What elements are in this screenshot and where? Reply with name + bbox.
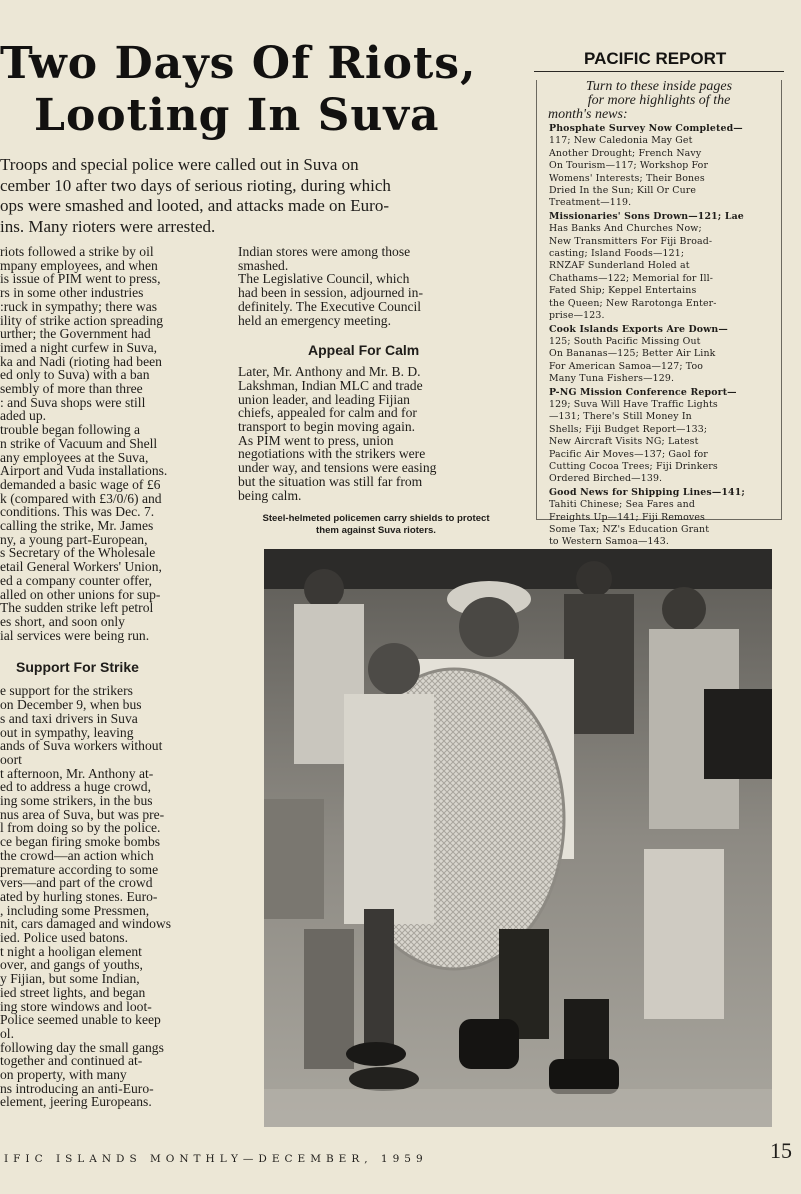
text-line: on December 9, when bus — [0, 697, 142, 713]
subhead-support-for-strike: Support For Strike — [16, 659, 139, 676]
text-line: Indian stores were among those — [238, 244, 411, 259]
report-item — [549, 487, 769, 549]
text-line: New Aircraft Visits NG; Latest — [549, 436, 699, 448]
text-line: es short, and soon only — [0, 613, 125, 629]
report-item-heading: Cook Islands Exports Are Down— — [549, 323, 728, 335]
text-line: nit, cars damaged and windows — [0, 916, 172, 932]
text-line: ied street lights, and began — [0, 984, 146, 1000]
text-line: ial services were being run. — [0, 627, 150, 643]
article-column-2 — [238, 245, 510, 502]
text-line: New Transmitters For Fiji Broad- — [549, 235, 713, 247]
page-number: 15 — [770, 1138, 792, 1163]
pacific-report-intro — [548, 80, 770, 123]
text-line: s and taxi drivers in Suva — [0, 710, 138, 726]
text-line: RNZAF Sunderland Holed at — [549, 260, 690, 272]
text-line: The sudden strike left petrol — [0, 600, 154, 616]
text-line: 129; Suva Will Have Traffic Lights — [549, 398, 718, 410]
text-line: held an emergency meeting. — [238, 312, 391, 328]
text-line: for more highlights of the — [587, 93, 731, 109]
text-line: ed only to Suva) with a ban — [0, 367, 150, 383]
text-line: element, jeering Europeans. — [0, 1094, 152, 1110]
text-line: ing store windows and loot- — [0, 998, 152, 1014]
text-line: premature according to some — [0, 861, 159, 877]
text-line: is issue of PIM went to press, — [0, 271, 161, 287]
text-line: Womens' Interests; Their Bones — [549, 172, 705, 184]
text-line: urther; the Government had — [0, 326, 151, 342]
text-line: over, and gangs of youths, — [0, 957, 143, 973]
text-line: l from doing so by the police. — [0, 820, 161, 836]
text-line: k (compared with £3/0/6) and — [0, 490, 162, 506]
text-line: : and Suva shops were still — [0, 394, 146, 410]
text-line: had been in session, adjourned in- — [238, 285, 423, 301]
text-line: transport to begin moving again. — [238, 419, 416, 435]
text-line: :ruck in sympathy; there was — [0, 298, 158, 314]
text-line: Dried In the Sun; Kill Or Cure — [549, 185, 697, 197]
report-item — [549, 123, 769, 210]
col1-para-1 — [0, 245, 225, 423]
text-line: under way, and tensions were easing — [238, 460, 437, 476]
caption-line: them against Suva rioters. — [316, 524, 436, 536]
text-line: calling the strike, Mr. James — [0, 518, 154, 534]
text-line: aded up. — [0, 408, 47, 424]
text-line: being calm. — [238, 487, 302, 503]
headline — [0, 38, 520, 142]
text-line: conditions. This was Dec. 7. — [0, 504, 155, 520]
text-line: ny, a young part-European, — [0, 531, 148, 547]
report-item — [549, 211, 769, 323]
text-line: Later, Mr. Anthony and Mr. B. D. — [238, 364, 421, 380]
text-line: ol. — [0, 1025, 14, 1041]
report-item-heading: Good News for Shipping Lines—141; — [549, 486, 745, 498]
intro-line: Troops and special police were called out in Suva on — [0, 155, 359, 174]
report-item — [549, 387, 769, 486]
text-line: on property, with many — [0, 1067, 127, 1083]
text-line: Police seemed unable to keep — [0, 1012, 161, 1028]
text-line: s Secretary of the Wholesale — [0, 545, 156, 561]
text-line: casting; Island Foods—121; — [549, 248, 685, 260]
text-line: Turn to these inside pages — [585, 79, 733, 94]
text-line: 117; New Caledonia May Get — [549, 135, 693, 147]
footer-masthead: IFIC ISLANDS MONTHLY—DECEMBER, 1959 — [4, 1153, 428, 1165]
text-line: t afternoon, Mr. Anthony at- — [0, 765, 154, 781]
text-line: definitely. The Executive Council — [238, 298, 422, 314]
headline-line-1: Two Days Of Riots, — [0, 38, 477, 89]
photo-illustration — [264, 549, 772, 1127]
riot-police-photo — [264, 549, 772, 1127]
text-line: riots followed a strike by oil — [0, 244, 154, 259]
col2-para-2 — [238, 365, 510, 502]
text-line: vers—and part of the crowd — [0, 875, 153, 891]
text-line: any employees at the Suva, — [0, 449, 149, 465]
text-line: rs in some other industries — [0, 285, 144, 301]
text-line: alled on other unions for sup- — [0, 586, 161, 602]
headline-line-2: Looting In Suva — [34, 90, 440, 141]
text-line: e support for the strikers — [0, 683, 133, 699]
intro-line: ops were smashed and looted, and attacks made on Euro- — [0, 196, 389, 215]
text-line: out in sympathy, leaving — [0, 724, 134, 740]
text-line: ns introducing an anti-Euro- — [0, 1080, 154, 1096]
text-line: As PIM went to press, union — [238, 432, 394, 448]
intro-paragraph — [0, 155, 500, 237]
text-line: smashed. — [238, 257, 289, 273]
text-line: but the situation was still far from — [238, 473, 423, 489]
pacific-report-list — [549, 123, 769, 550]
text-line: Pacific Air Moves—137; Gaol for — [549, 448, 708, 460]
caption-line: Steel-helmeted policemen carry shields to protect — [262, 513, 490, 524]
text-line: On Bananas—125; Better Air Link — [549, 348, 716, 360]
report-item-heading: Missionaries' Sons Drown—121; Lae — [549, 210, 744, 222]
text-line: ility of strike action spreading — [0, 312, 164, 328]
text-line: t night a hooligan element — [0, 943, 142, 959]
text-line: imed a night curfew in Suva, — [0, 339, 158, 355]
text-line: y Fijian, but some Indian, — [0, 971, 140, 987]
col1-para-5 — [0, 945, 225, 1041]
text-line: Some Tax; NZ's Education Grant — [549, 524, 710, 535]
text-line: the crowd—an action which — [0, 847, 154, 863]
text-line: ands of Suva workers without — [0, 738, 163, 754]
text-line: ated by hurling stones. Euro- — [0, 888, 158, 904]
col1-para-4 — [0, 767, 225, 945]
intro-line: ins. Many rioters were arrested. — [0, 216, 216, 236]
text-line: the Queen; New Rarotonga Enter- — [549, 297, 717, 309]
text-line: prise—123. — [549, 310, 605, 322]
subhead-appeal-for-calm: Appeal For Calm — [308, 342, 420, 359]
text-line: For American Samoa—127; Too — [549, 360, 704, 372]
text-line: negotiations with the strikers were — [238, 446, 426, 462]
text-line: 125; South Pacific Missing Out — [549, 335, 701, 347]
text-line: trouble began following a — [0, 422, 141, 438]
text-line: Treatment—119. — [549, 197, 632, 209]
text-line: chiefs, appealed for calm and for — [238, 405, 417, 421]
col1-para-3 — [0, 684, 225, 766]
col1-para-2 — [0, 423, 225, 642]
photo-caption — [240, 513, 512, 536]
text-line: together and continued at- — [0, 1053, 143, 1069]
text-line: The Legislative Council, which — [238, 271, 410, 287]
text-line: etail General Workers' Union, — [0, 559, 162, 575]
text-line: ed to address a huge crowd, — [0, 779, 151, 795]
text-line: , including some Pressmen, — [0, 902, 150, 918]
text-line: sembly of more than three — [0, 381, 143, 397]
text-line: mpany employees, and when — [0, 257, 158, 273]
text-line: demanded a basic wage of £6 — [0, 476, 161, 492]
col2-para-1 — [238, 245, 510, 327]
text-line: Has Banks And Churches Now; — [549, 223, 702, 235]
text-line: n strike of Vacuum and Shell — [0, 435, 158, 451]
text-line: oort — [0, 751, 22, 767]
text-line: ka and Nadi (rioting had been — [0, 353, 162, 369]
text-line: Ordered Birched—139. — [549, 473, 663, 485]
text-line: ed a company counter offer, — [0, 572, 153, 588]
article-column-1 — [0, 245, 225, 1109]
text-line: On Tourism—117; Workshop For — [549, 160, 709, 172]
text-line: month's news: — [548, 107, 628, 123]
text-line: Chathams—122; Memorial for Ill- — [549, 272, 714, 284]
text-line: ing some strikers, in the bus — [0, 793, 153, 809]
pacific-report-title: PACIFIC REPORT — [534, 48, 784, 72]
text-line: Cutting Cocoa Trees; Fiji Drinkers — [549, 460, 718, 472]
text-line: Airport and Vuda installations. — [0, 463, 168, 479]
intro-line: cember 10 after two days of serious rioting, during which — [0, 175, 391, 195]
text-line: —131; There's Still Money In — [549, 411, 692, 423]
report-item-heading: P-NG Mission Conference Report— — [549, 386, 737, 398]
report-item — [549, 324, 769, 386]
text-line: Shells; Fiji Budget Report—133; — [549, 423, 708, 435]
report-item-heading: Phosphate Survey Now Completed— — [549, 123, 743, 134]
text-line: following day the small gangs — [0, 1039, 164, 1055]
text-line: union leader, and leading Fijian — [238, 391, 410, 407]
text-line: ied. Police used batons. — [0, 930, 128, 946]
text-line: ce began firing smoke bombs — [0, 834, 161, 850]
text-line: Freights Up—141; Fiji Removes — [549, 511, 705, 523]
text-line: Fated Ship; Keppel Entertains — [549, 285, 697, 297]
text-line: nus area of Suva, but was pre- — [0, 806, 165, 822]
text-line: Many Tuna Fishers—129. — [549, 373, 675, 385]
text-line: to Western Samoa—143. — [549, 536, 669, 548]
text-line: Another Drought; French Navy — [549, 147, 702, 159]
col1-para-6 — [0, 1041, 225, 1110]
text-line: Lakshman, Indian MLC and trade — [238, 377, 423, 393]
text-line: Tahiti Chinese; Sea Fares and — [549, 499, 695, 511]
